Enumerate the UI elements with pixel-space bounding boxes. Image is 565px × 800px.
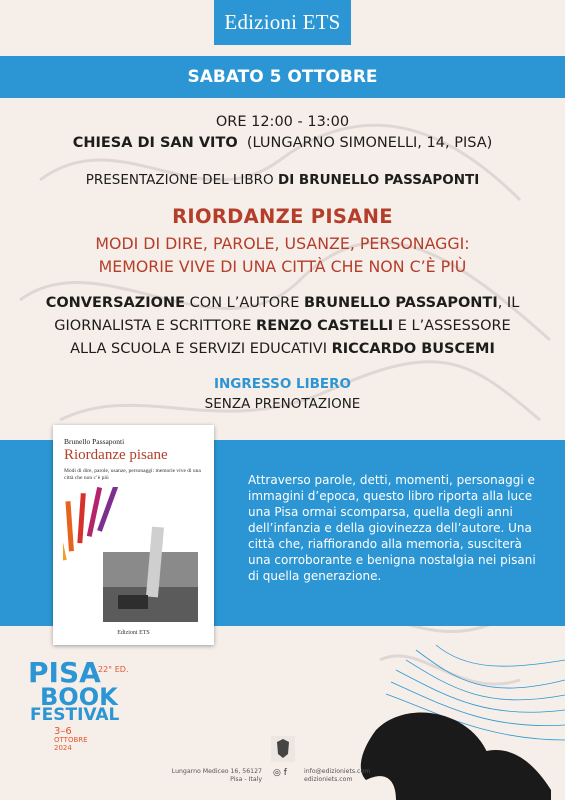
conversation-line-1 bbox=[0, 295, 565, 311]
cover-title: Riordanze pisane bbox=[64, 447, 168, 463]
book-cover-image bbox=[53, 425, 214, 645]
footer-contacts bbox=[304, 768, 370, 784]
festival-word-2: BOOK bbox=[40, 683, 118, 711]
cover-author: Brunello Passaponti bbox=[64, 437, 125, 446]
footer-email[interactable]: info@edizioniets.com bbox=[304, 768, 371, 775]
pisa-book-festival-logo bbox=[18, 650, 148, 750]
festival-month: OTTOBRE bbox=[54, 736, 88, 744]
conversation-author: BRUNELLO PASSAPONTI bbox=[304, 295, 498, 311]
conversation-text: ALLA SCUOLA E SERVIZI EDUCATIVI bbox=[70, 341, 332, 357]
conversation-text: , IL bbox=[497, 295, 520, 311]
booking-info: SENZA PRENOTAZIONE bbox=[204, 396, 361, 412]
book-subtitle-1: MODI DI DIRE, PAROLE, USANZE, PERSONAGGI: bbox=[95, 234, 470, 253]
event-date-bar bbox=[0, 56, 565, 98]
festival-edition: 22° ED. bbox=[98, 665, 129, 674]
event-time: ORE 12:00 - 13:00 bbox=[215, 114, 350, 130]
cover-subtitle: Modi di dire, parole, usanze, personaggi: memorie vive di una città che non c’è più bbox=[64, 468, 201, 481]
social-icons[interactable]: ◎ f bbox=[273, 768, 287, 778]
presentation-line bbox=[0, 172, 565, 188]
conversation-text: E L’ASSESSORE bbox=[393, 318, 511, 334]
event-venue bbox=[0, 135, 565, 151]
publisher-logo: Edizioni ETS bbox=[214, 0, 351, 45]
book-subtitle-2: MEMORIE VIVE DI UNA CITTÀ CHE NON C’È PIÙ bbox=[98, 257, 467, 276]
conversation-guest-1: RENZO CASTELLI bbox=[256, 318, 394, 334]
book-description: Attraverso parole, detti, momenti, personaggi e immagini d’epoca, questo libro riporta alla luce una Pisa ormai scomparsa, quella degli anni dell’infanzia e della giovinezza dell’autore. Una città che, riaffiorando alla memoria, susciterà una corroborante e benigna nostalgia nei pisani di quella generazione. bbox=[248, 473, 536, 583]
conversation-line-3 bbox=[0, 341, 565, 357]
venue-name: CHIESA DI SAN VITO bbox=[72, 135, 238, 151]
whale-fountain-illustration bbox=[336, 640, 565, 800]
footer-address-line-2: Pisa - Italy bbox=[230, 776, 262, 783]
footer-address bbox=[150, 768, 262, 784]
conversation-line-2 bbox=[0, 318, 565, 334]
entry-info: INGRESSO LIBERO bbox=[213, 376, 352, 392]
festival-word-1: PISA bbox=[28, 656, 101, 689]
festival-word-3: FESTIVAL bbox=[30, 705, 120, 725]
festival-dates: 3–6 bbox=[54, 726, 72, 737]
book-title: RIORDANZE PISANE bbox=[172, 205, 393, 228]
presentation-prefix: PRESENTAZIONE DEL LIBRO bbox=[85, 172, 278, 188]
conversation-guest-2: RICCARDO BUSCEMI bbox=[331, 341, 495, 357]
conversation-label: CONVERSAZIONE bbox=[45, 295, 186, 311]
event-date: SABATO 5 OTTOBRE bbox=[187, 67, 378, 87]
cover-color-fan bbox=[63, 487, 204, 627]
venue-address: (LUNGARNO SIMONELLI, 14, PISA) bbox=[246, 135, 493, 151]
conversation-text: CON L’AUTORE bbox=[185, 295, 304, 311]
cover-publisher: Edizioni ETS bbox=[117, 630, 150, 636]
footer-address-line-1: Lungarno Mediceo 16, 56127 bbox=[171, 768, 262, 775]
footer-website[interactable]: edizioniets.com bbox=[304, 776, 353, 783]
presentation-author: DI BRUNELLO PASSAPONTI bbox=[277, 172, 480, 188]
conversation-text: GIORNALISTA E SCRITTORE bbox=[54, 318, 257, 334]
publisher-crest-icon bbox=[271, 736, 295, 762]
festival-year: 2024 bbox=[54, 744, 72, 750]
